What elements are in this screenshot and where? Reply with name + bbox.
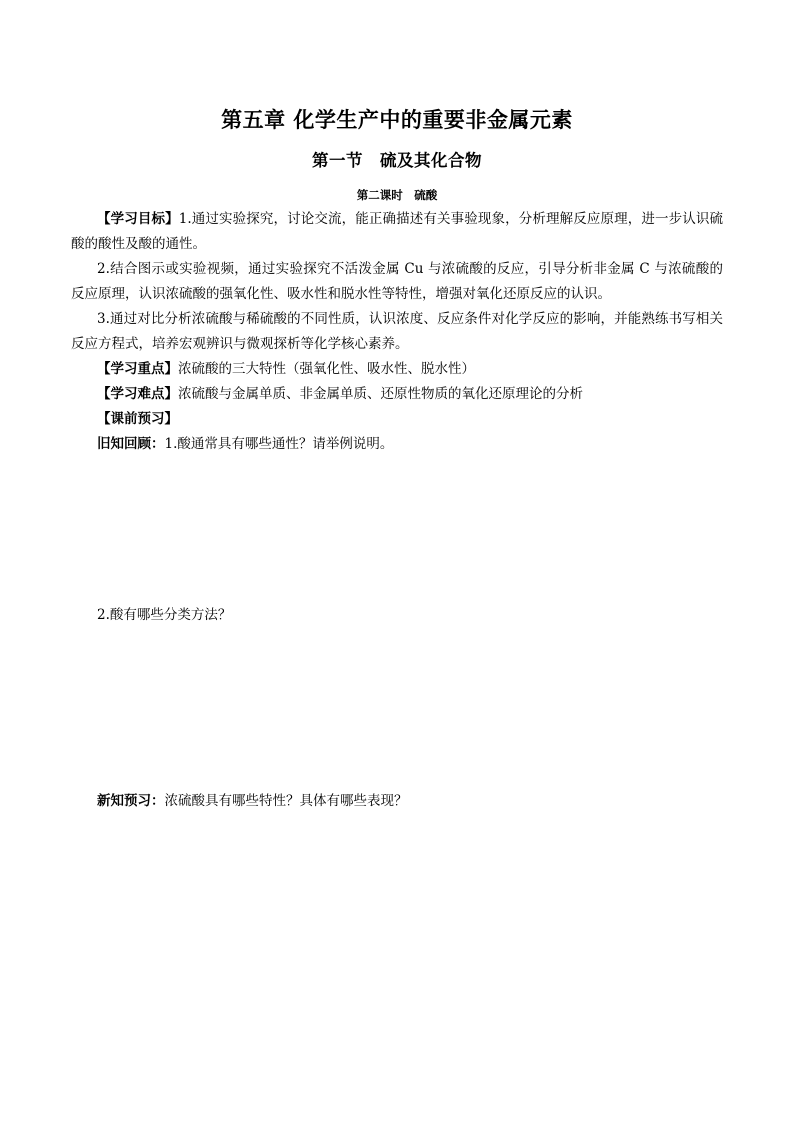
review-label: 旧知回顾： [97,436,165,452]
chapter-title: 第五章 化学生产中的重要非金属元素 [221,107,573,132]
new-preview-question [97,789,408,814]
new-preview-label: 新知预习： [97,793,165,809]
key-points [71,357,723,382]
review-question-1 [71,432,723,457]
difficulties-label: 【学习难点】 [97,386,178,402]
review-question-2: 2.酸有哪些分类方法？ [97,607,232,623]
objective-2: 2.结合图示或实验视频，通过实验探究不活泼金属 Cu 与浓硫酸的反应，引导分析非金属 C 与浓硫酸的反应原理，认识浓硫酸的强氧化性、吸水性和脱水性等特性，增强对氧化还原反应的认识。 [71,261,723,302]
objectives-label: 【学习目标】 [97,211,179,227]
objective-1-text: 1.通过实验探究，讨论交流，能正确描述有关事验现象，分析理解反应原理，进一步认识硫酸的酸性及酸的通性。 [71,211,723,252]
preview-label: 【课前预习】 [97,411,178,427]
new-preview-text: 浓硫酸具有哪些特性？具体有哪些表现？ [164,793,408,809]
objective-1 [71,207,723,257]
objective-3: 3.通过对比分析浓硫酸与稀硫酸的不同性质，认识浓度、反应条件对化学反应的影响，并能熟练书写相关反应方程式，培养宏观辨识与微观探析等化学核心素养。 [71,311,723,352]
key-points-label: 【学习重点】 [97,361,178,377]
difficulties [71,382,723,407]
preview-heading [71,407,723,432]
section-title: 第一节 硫及其化合物 [312,151,482,170]
review-question-1-text: 1.酸通常具有哪些通性？请举例说明。 [164,436,394,452]
key-points-text: 浓硫酸的三大特性（强氧化性、吸水性、脱水性） [178,361,475,377]
lesson-title: 第二课时 硫酸 [356,188,438,202]
difficulties-text: 浓硫酸与金属单质、非金属单质、还原性物质的氧化还原理论的分析 [178,386,583,402]
objectives-block [71,207,723,457]
